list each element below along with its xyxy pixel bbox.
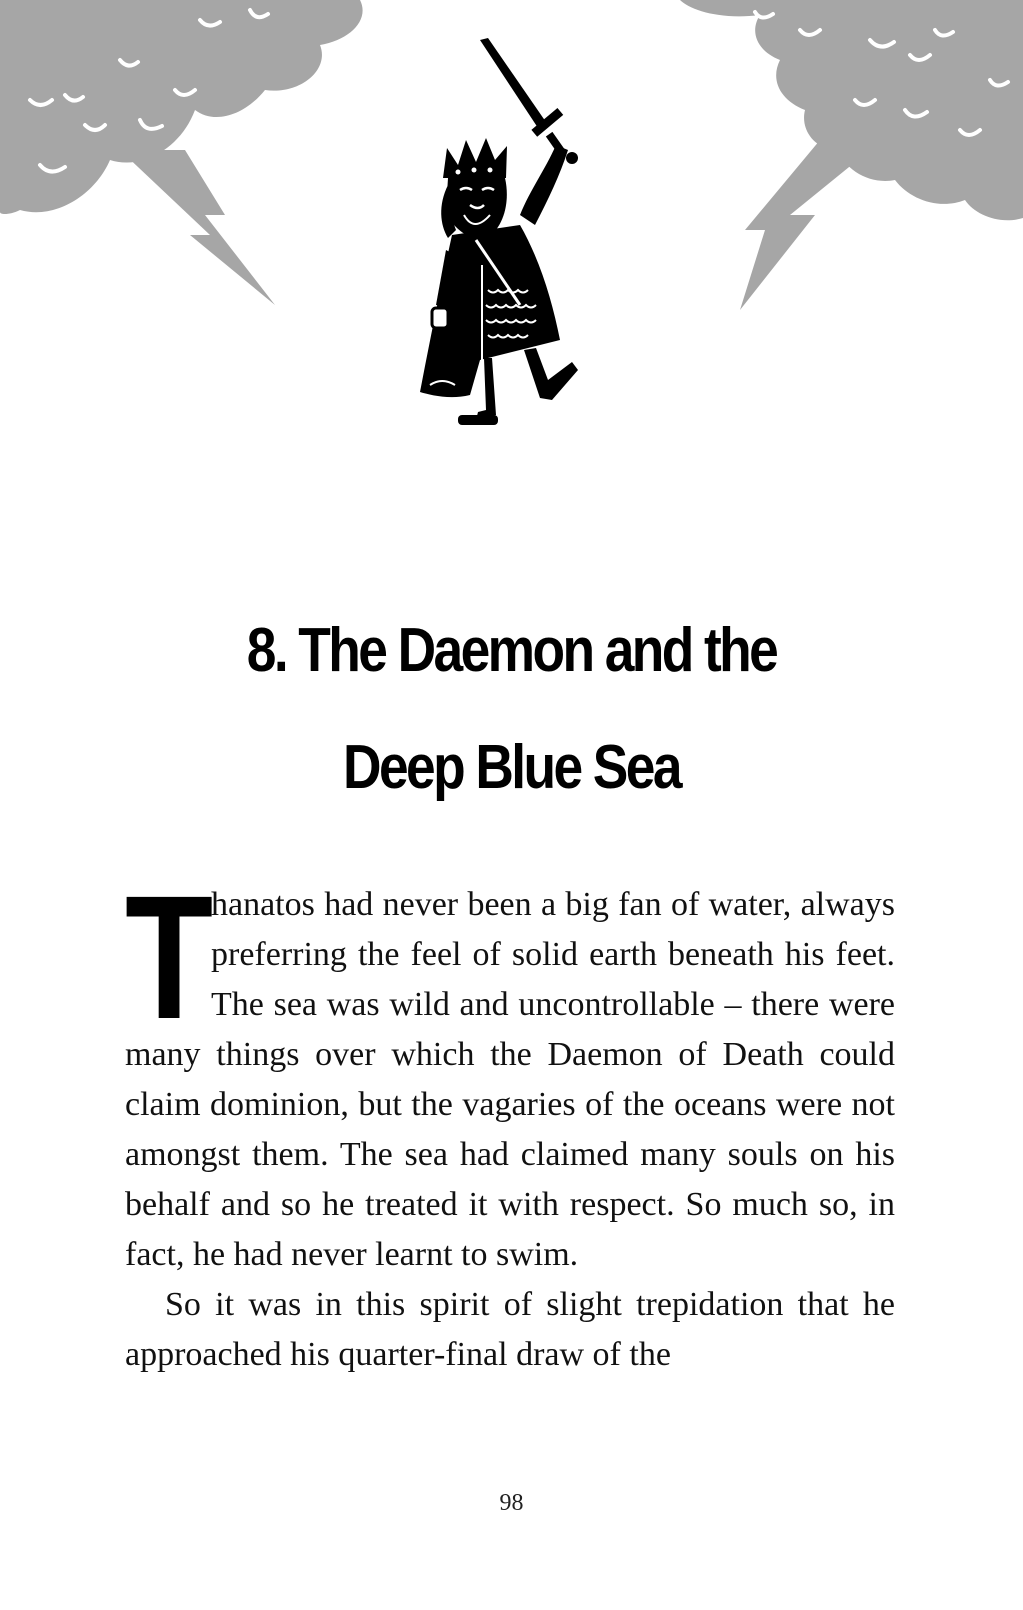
chapter-title [72,592,952,828]
drop-cap: T [125,860,214,1056]
chapter-body [125,860,895,1380]
chapter-title-line-2: Deep Blue Sea [343,733,680,803]
chapter-title-line-1: 8. The Daemon and the [246,615,777,685]
right-storm-cloud [680,0,1023,310]
page-number: 98 [499,1490,524,1516]
paragraph-2: So it was in this spirit of slight trepidation that he approached his quarter-final draw of the [125,1286,895,1373]
paragraph-1-text: hanatos had never been a big fan of water, always preferring the feel of solid earth beneath his feet. The sea was wild and uncontrollable – there were many things over which the Daemon of Death could claim dominion, but the vagaries of the oceans were not amongst them. The sea had claimed many souls on his behalf and so he treated it with respect. So much so, in fact, he had never learnt to swim. [125,886,895,1273]
king-figure [420,38,578,425]
chapter-illustration [0,0,1023,460]
sword-icon [480,38,578,164]
paragraph-1 [125,860,895,1280]
left-storm-cloud [0,0,363,305]
